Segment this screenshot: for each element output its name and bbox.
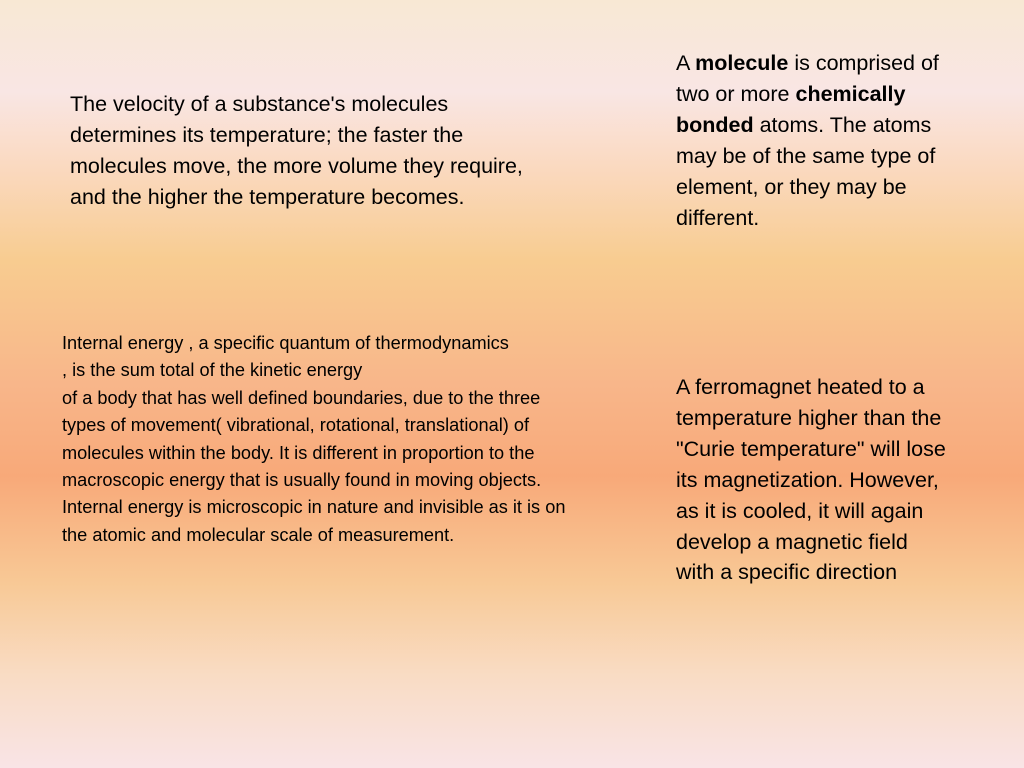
chemically-bonded-term: chemically bonded	[676, 82, 906, 137]
internal-energy-line-2: , is the sum total of the kinetic energy	[62, 360, 363, 381]
internal-energy-paragraph	[62, 330, 587, 549]
molecule-text-part-3: atoms. The atoms may be of the same type of element, or they may be different.	[676, 113, 936, 230]
molecule-text-part-1: A	[676, 51, 696, 75]
molecule-text-part-2: is comprised of two or more	[676, 51, 939, 106]
ferromagnet-paragraph: A ferromagnet heated to a temperature higher than the "Curie temperature" will lose its magnetization. However, as it is cooled, it will again develop a magnetic field with a specific direction	[676, 375, 946, 585]
internal-energy-line-1: Internal energy , a specific quantum of thermodynamics	[62, 333, 509, 353]
molecule-term: molecule	[695, 51, 789, 75]
molecule-definition-paragraph	[676, 48, 946, 234]
velocity-paragraph: The velocity of a substance's molecules determines its temperature; the faster the molecules move, the more volume they require, and the higher the temperature becomes.	[70, 92, 523, 209]
internal-energy-line-3: of a body that has well defined boundaries, due to the three types of movement( vibrational, rotational, translational) of molecules within the body. It is different in proportion to the macroscopic energy that is usually found in moving objects. Internal energy is microscopic in nature and invisible as it is on the atomic and molecular scale of measurement.	[62, 387, 566, 545]
